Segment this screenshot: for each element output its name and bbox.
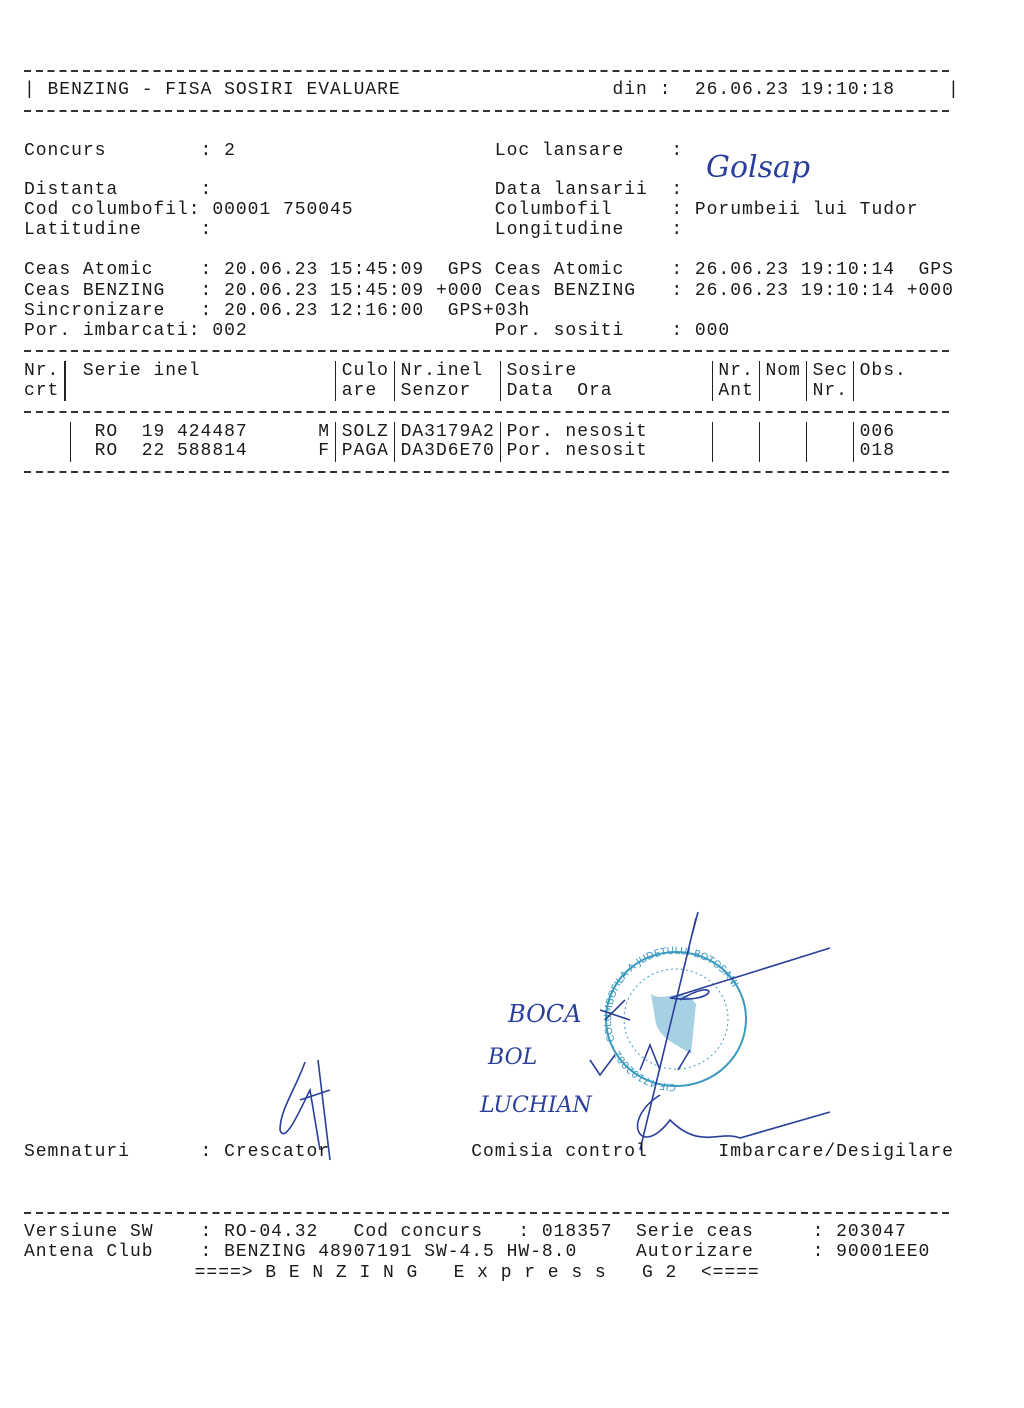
col-header-inel: Nr.inel: [400, 361, 484, 381]
cod-concurs-value: 018357: [541, 1222, 613, 1242]
colon: :: [671, 141, 684, 161]
sincronizare-label: Sincronizare: [24, 301, 166, 321]
loc-lansare-label: Loc lansare: [494, 141, 625, 161]
ring-sex: F: [318, 441, 331, 461]
divider: [24, 1212, 954, 1214]
col-header-obs: Obs.: [859, 361, 907, 381]
col-header-ant: Ant: [718, 381, 754, 401]
ring-number: 424487: [177, 422, 248, 442]
din-label: din :: [612, 80, 672, 100]
colon: :: [200, 1222, 213, 1242]
longitudine-label: Longitudine: [494, 220, 625, 240]
colon: :: [671, 281, 684, 301]
col-header-nom: Nom: [765, 361, 801, 381]
antena-value: BENZING 48907191 SW-4.5 HW-8.0: [224, 1242, 578, 1262]
svg-text:CIF 47102082 · COLUMBOFILA A J: CIF 47102082 · COLUMBOFILA A JUDETULUI BOTOSANI: [602, 945, 740, 1093]
columbofil-value: Porumbeii lui Tudor: [694, 200, 919, 220]
colon: :: [200, 301, 213, 321]
colon: :: [188, 321, 201, 341]
col-header-sec: Sec: [812, 361, 848, 381]
versiune-label: Versiune SW: [24, 1222, 154, 1242]
por-sositi-label: Por. sositi: [494, 321, 625, 341]
colon: :: [200, 281, 213, 301]
col-header-sosire: Sosire: [506, 361, 578, 381]
colon: :: [812, 1242, 825, 1262]
ring-year: 19: [141, 422, 166, 442]
din-value: 26.06.23 19:10:18: [694, 80, 895, 100]
ring-sex: M: [318, 422, 331, 442]
colon: :: [200, 180, 213, 200]
col-header-senzor: Senzor: [400, 381, 472, 401]
cod-columbofil-value: 00001 750045: [212, 200, 354, 220]
signature-boca: BOCA: [508, 1000, 582, 1028]
distanta-label: Distanta: [24, 180, 119, 200]
ceas-atomic-label: Ceas Atomic: [24, 260, 154, 280]
signature-bol: BOL: [488, 1045, 538, 1070]
loc-lansare-handwritten: Golsap: [706, 150, 811, 185]
colon: :: [671, 200, 684, 220]
arrival-status: Por. nesosit: [506, 441, 648, 461]
data-lansarii-label: Data lansarii: [494, 180, 648, 200]
colon: :: [200, 220, 213, 240]
autorizare-value: 90001EE0: [836, 1242, 931, 1262]
ring-color: SOLZ: [341, 422, 389, 442]
title-bar-right: |: [947, 80, 960, 100]
concurs-value: 2: [224, 141, 236, 161]
col-header-culoare-2: are: [341, 381, 378, 401]
arrival-status: Por. nesosit: [506, 422, 648, 442]
sincronizare-value: 20.06.23 12:16:00 GPS+03h: [224, 301, 531, 321]
col-header-crt: crt: [24, 381, 60, 401]
por-sositi-value: 000: [694, 321, 731, 341]
colon: :: [671, 260, 684, 280]
latitudine-label: Latitudine: [24, 220, 142, 240]
crescator-label: Crescator: [224, 1142, 331, 1162]
ceas-atomic-label-right: Ceas Atomic: [494, 260, 625, 280]
colon: :: [518, 1222, 531, 1242]
col-header-sec-nr: Nr.: [812, 381, 848, 401]
col-header-nr-ant: Nr.: [718, 361, 754, 381]
sensor-id: DA3D6E70: [400, 441, 495, 461]
footer-banner: ====> B E N Z I N G E x p r e s s G 2 <====: [194, 1263, 760, 1283]
comisia-label: Comisia control: [471, 1142, 648, 1162]
serie-ceas-value: 203047: [836, 1222, 907, 1242]
autorizare-label: Autorizare: [636, 1242, 754, 1262]
ceas-benzing-value: 20.06.23 15:45:09 +000: [224, 281, 484, 301]
ring-country: RO: [94, 441, 119, 461]
cod-concurs-label: Cod concurs: [353, 1222, 484, 1242]
col-header-data-ora: Data Ora: [506, 381, 613, 401]
por-imbarcati-label: Por. imbarcati: [24, 321, 189, 341]
colon: :: [200, 1242, 213, 1262]
ceas-benzing-value-right: 26.06.23 19:10:14 +000: [694, 281, 954, 301]
ring-year: 22: [141, 441, 166, 461]
col-header-nr: Nr.: [24, 361, 60, 381]
colon: :: [671, 220, 684, 240]
page-title: BENZING - FISA SOSIRI EVALUARE: [47, 80, 401, 100]
col-header-serie: Serie inel: [82, 361, 201, 381]
serie-ceas-label: Serie ceas: [636, 1222, 754, 1242]
colon: :: [671, 321, 684, 341]
por-imbarcati-value: 002: [212, 321, 248, 341]
ring-color: PAGA: [341, 441, 389, 461]
columbofil-label: Columbofil: [494, 200, 613, 220]
colon: :: [200, 1142, 213, 1162]
sensor-id: DA3179A2: [400, 422, 495, 442]
colon: :: [200, 141, 213, 161]
obs-value: 018: [859, 441, 895, 461]
ceas-atomic-value: 20.06.23 15:45:09 GPS: [224, 260, 484, 280]
colon: :: [812, 1222, 825, 1242]
semnaturi-label: Semnaturi: [24, 1142, 130, 1162]
ceas-benzing-label-right: Ceas BENZING: [494, 281, 637, 301]
versiune-value: RO-04.32: [224, 1222, 319, 1242]
ring-country: RO: [94, 422, 119, 442]
colon: :: [188, 200, 201, 220]
ceas-benzing-label: Ceas BENZING: [24, 281, 166, 301]
obs-value: 006: [859, 422, 895, 442]
antena-label: Antena Club: [24, 1242, 154, 1262]
ring-number: 588814: [177, 441, 248, 461]
col-header-culoare: Culo: [341, 361, 389, 381]
ceas-atomic-value-right: 26.06.23 19:10:14 GPS: [694, 260, 954, 280]
colon: :: [671, 180, 684, 200]
cod-columbofil-label: Cod columbofil: [24, 200, 189, 220]
concurs-label: Concurs: [24, 141, 107, 161]
title-bar-left: |: [24, 80, 36, 100]
signature-luchian: LUCHIAN: [480, 1093, 592, 1118]
imbarcare-label: Imbarcare/Desigilare: [718, 1142, 954, 1162]
colon: :: [200, 260, 213, 280]
